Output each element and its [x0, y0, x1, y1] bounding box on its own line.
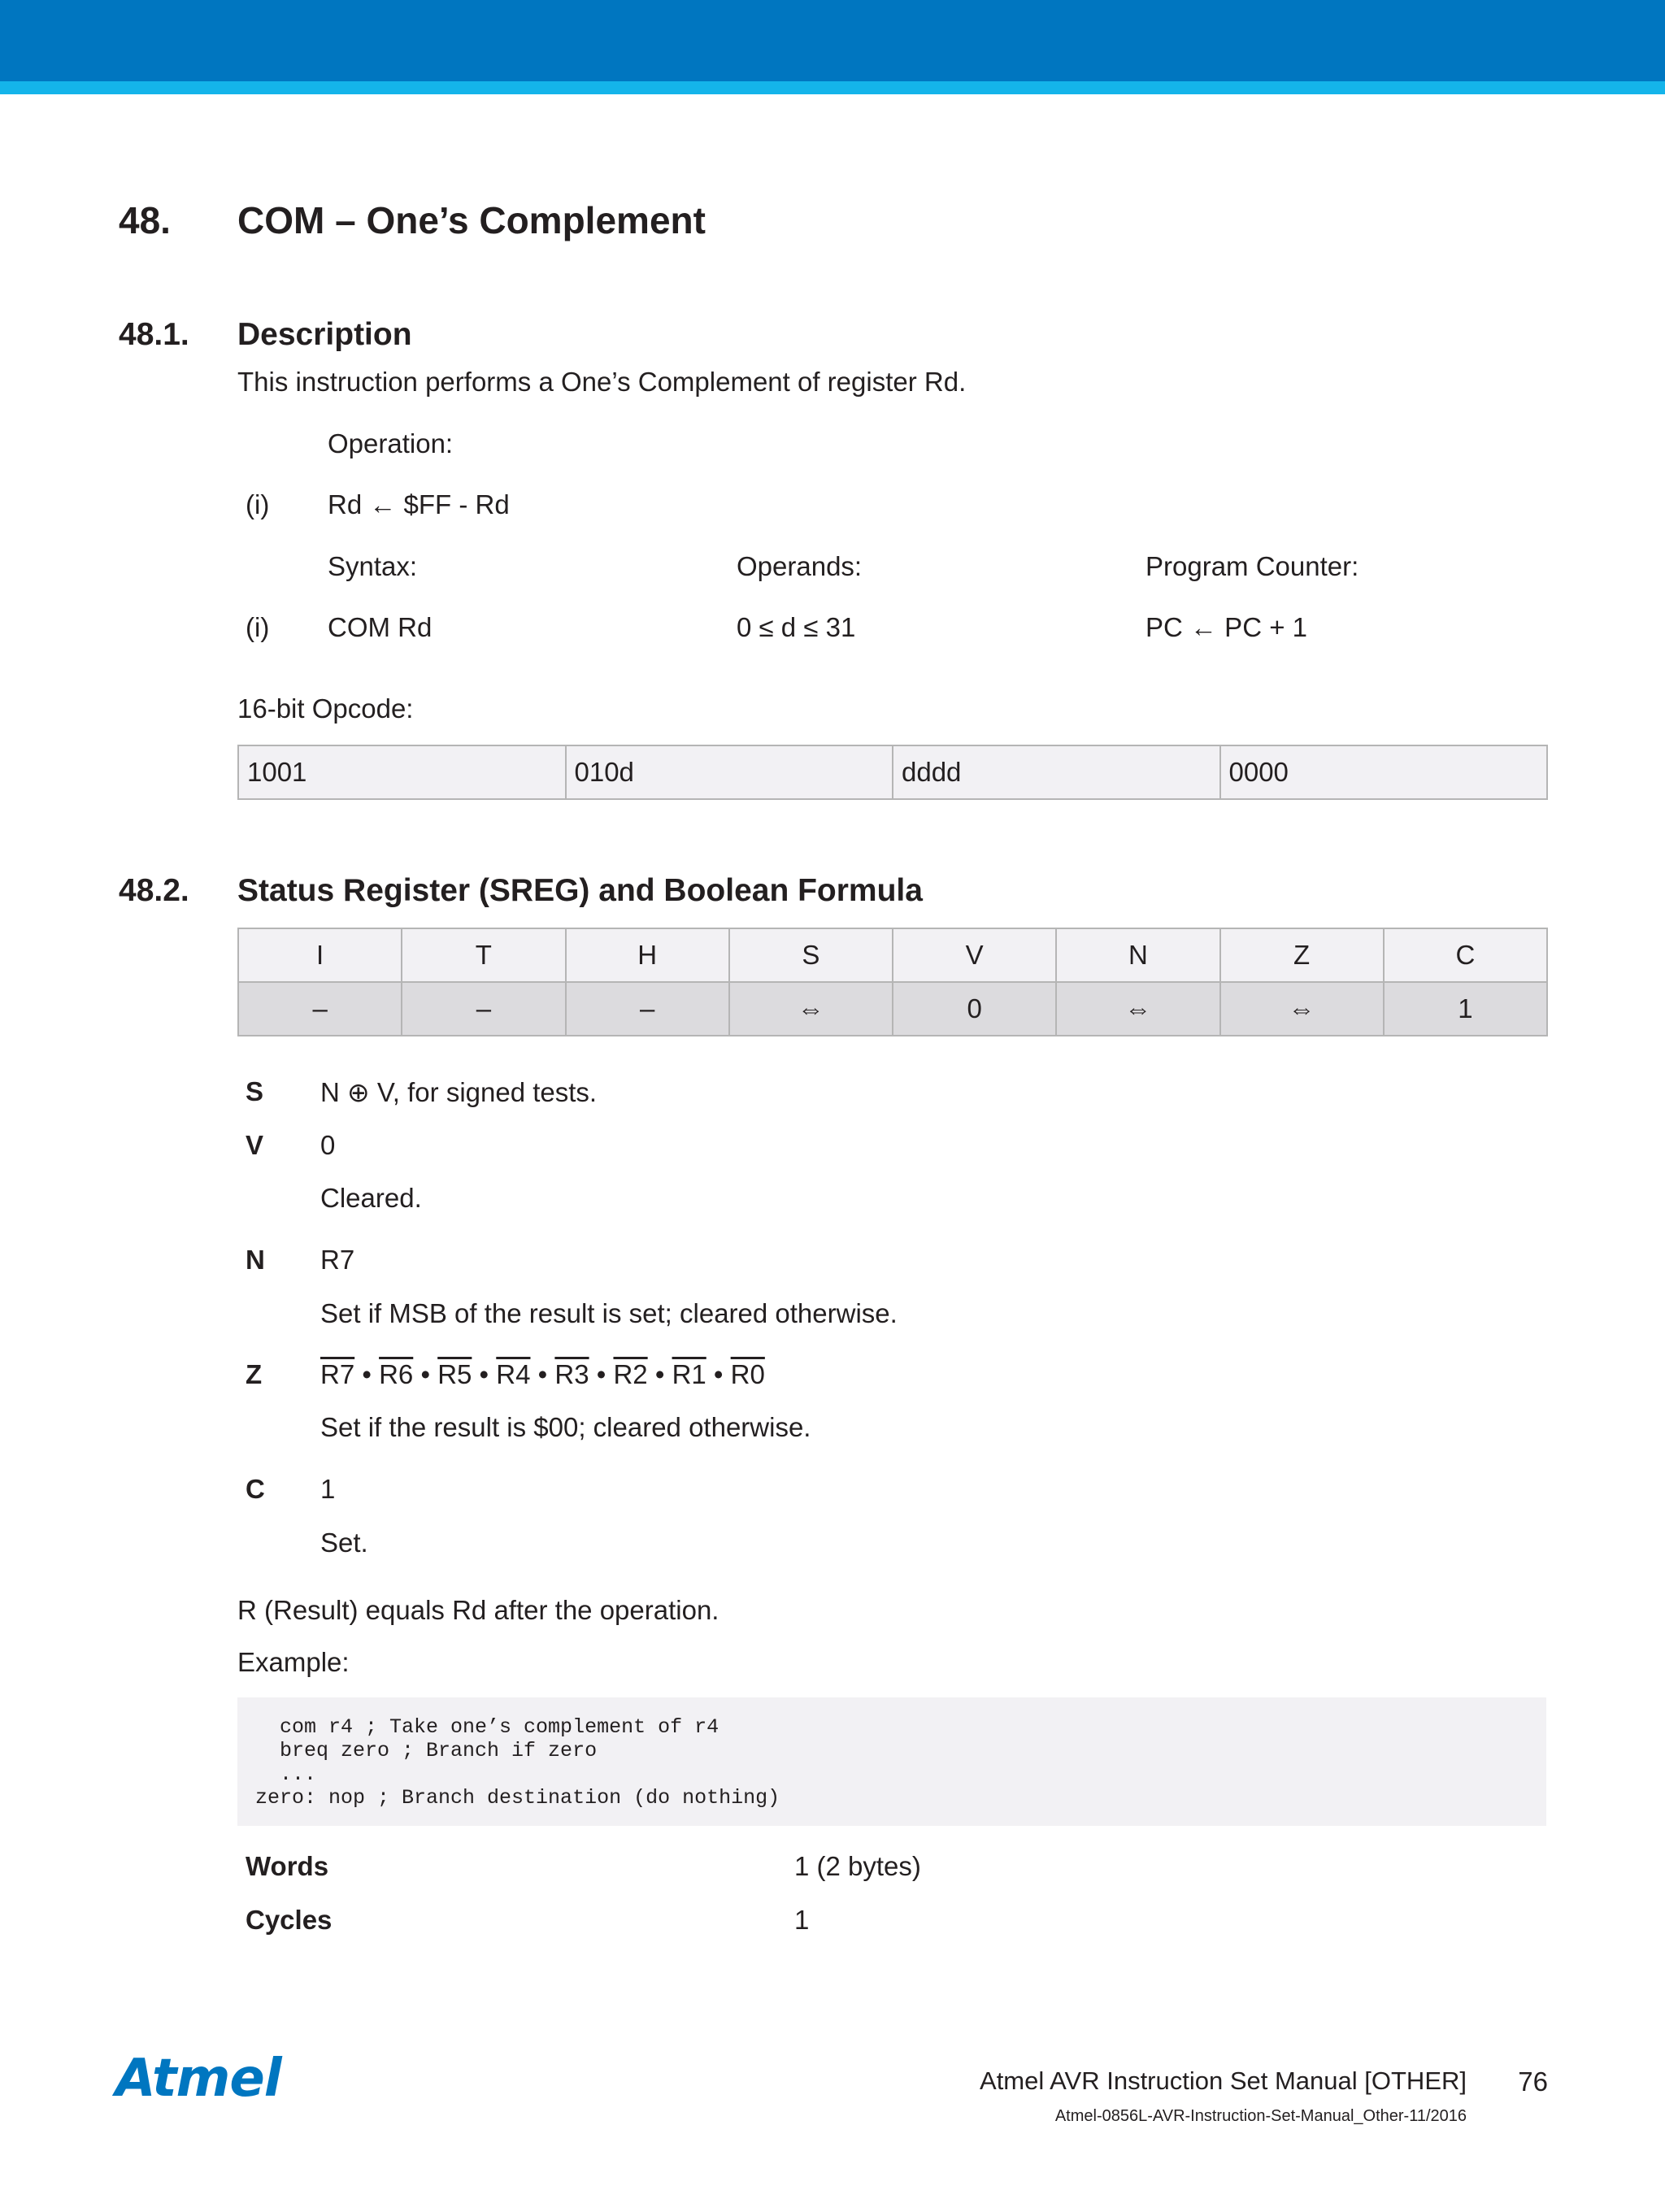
- header-stripe: [0, 81, 1665, 94]
- code-line: zero: nop ; Branch destination (do nothing): [255, 1786, 780, 1810]
- opcode-table: [237, 745, 1548, 800]
- description-text: This instruction performs a One’s Complement of register Rd.: [237, 367, 967, 397]
- opcode-label: 16-bit Opcode:: [237, 693, 414, 724]
- z-term: R6: [379, 1359, 414, 1389]
- footer-page-number: 76: [1518, 2066, 1548, 2097]
- atmel-logo: Atmel: [115, 2049, 281, 2109]
- sreg-flag-cell: Z: [1220, 928, 1384, 982]
- z-separator: •: [362, 1359, 372, 1389]
- z-separator: •: [713, 1359, 724, 1389]
- syntax-value: COM Rd: [328, 612, 433, 642]
- flag-z-note: Set if the result is $00; cleared otherwise.: [320, 1412, 811, 1442]
- sreg-flag-cell: S: [729, 928, 893, 982]
- description-heading: Description: [237, 317, 412, 352]
- code-line: ...: [255, 1762, 317, 1786]
- code-line: breq zero ; Branch if zero: [255, 1739, 598, 1762]
- z-term: R4: [496, 1359, 531, 1389]
- z-separator: •: [420, 1359, 431, 1389]
- code-example-box: [237, 1697, 1546, 1826]
- flag-v-formula: 0: [320, 1130, 336, 1160]
- operands-label: Operands:: [737, 551, 863, 581]
- z-term: R0: [730, 1359, 765, 1389]
- sreg-value-cell: –: [402, 982, 565, 1036]
- section-title: COM – One’s Complement: [237, 199, 706, 241]
- header-bar: [0, 0, 1665, 81]
- syntax-label: Syntax:: [328, 551, 418, 581]
- operation-expression: Rd ← $FF - Rd: [328, 489, 510, 519]
- flag-s-formula: N ⊕ V, for signed tests.: [320, 1077, 598, 1107]
- flag-n-letter: N: [246, 1245, 265, 1275]
- flag-z-letter: Z: [246, 1359, 263, 1389]
- flag-s-letter: S: [246, 1076, 264, 1106]
- flag-n-formula: R7: [320, 1245, 355, 1275]
- flag-v-letter: V: [246, 1130, 264, 1160]
- sreg-value-cell: ⇔: [729, 982, 893, 1036]
- footer-manual-title: Atmel AVR Instruction Set Manual [OTHER]: [980, 2066, 1467, 2095]
- description-number: 48.1.: [119, 317, 189, 352]
- flag-c-letter: C: [246, 1474, 265, 1504]
- footer-doc-id: Atmel-0856L-AVR-Instruction-Set-Manual_Other-11/2016: [1054, 2107, 1467, 2125]
- opcode-cell: 1001: [238, 745, 566, 799]
- program-counter-value: PC ← PC + 1: [1146, 612, 1307, 642]
- code-block: [255, 1715, 780, 1810]
- operands-value: 0 ≤ d ≤ 31: [737, 612, 856, 642]
- sreg-flag-cell: N: [1056, 928, 1219, 982]
- cycles-value: 1: [794, 1905, 810, 1935]
- z-term: R7: [320, 1359, 355, 1389]
- example-label: Example:: [237, 1647, 350, 1677]
- opcode-cell: dddd: [893, 745, 1220, 799]
- z-term: R1: [672, 1359, 706, 1389]
- operation-label: Operation:: [328, 428, 454, 458]
- sreg-flag-cell: I: [238, 928, 402, 982]
- cycles-label: Cycles: [246, 1905, 333, 1935]
- sreg-value-cell: –: [238, 982, 402, 1036]
- sreg-heading: Status Register (SREG) and Boolean Formula: [237, 873, 923, 908]
- sreg-value-cell: –: [566, 982, 729, 1036]
- z-term: R3: [554, 1359, 589, 1389]
- z-separator: •: [479, 1359, 489, 1389]
- z-separator: •: [596, 1359, 606, 1389]
- sreg-flag-cell: C: [1384, 928, 1547, 982]
- sreg-number: 48.2.: [119, 873, 189, 908]
- sreg-table: [237, 928, 1548, 1036]
- flag-n-note: Set if MSB of the result is set; cleared otherwise.: [320, 1298, 898, 1328]
- z-term: R5: [437, 1359, 472, 1389]
- z-separator: •: [654, 1359, 665, 1389]
- sreg-flag-cell: T: [402, 928, 565, 982]
- sreg-value-cell: 0: [893, 982, 1056, 1036]
- flag-v-note: Cleared.: [320, 1183, 422, 1213]
- flag-z-formula: [320, 1359, 765, 1390]
- words-label: Words: [246, 1851, 329, 1881]
- sreg-value-cell: ⇔: [1220, 982, 1384, 1036]
- words-value: 1 (2 bytes): [794, 1851, 921, 1881]
- opcode-row: [238, 745, 1547, 799]
- sreg-flag-row: [238, 928, 1547, 982]
- opcode-cell: 010d: [566, 745, 893, 799]
- flag-c-note: Set.: [320, 1528, 368, 1558]
- syntax-index: (i): [246, 612, 270, 642]
- sreg-flag-cell: V: [893, 928, 1056, 982]
- sreg-value-cell: 1: [1384, 982, 1547, 1036]
- result-note: R (Result) equals Rd after the operation.: [237, 1595, 719, 1625]
- opcode-cell: 0000: [1220, 745, 1548, 799]
- flag-c-formula: 1: [320, 1474, 336, 1504]
- section-number: 48.: [119, 199, 171, 241]
- code-line: com r4 ; Take one’s complement of r4: [255, 1715, 719, 1739]
- program-counter-label: Program Counter:: [1146, 551, 1359, 581]
- z-term: R2: [613, 1359, 648, 1389]
- z-separator: •: [537, 1359, 548, 1389]
- operation-index: (i): [246, 489, 270, 519]
- sreg-value-cell: ⇔: [1056, 982, 1219, 1036]
- sreg-flag-cell: H: [566, 928, 729, 982]
- sreg-value-row: [238, 982, 1547, 1036]
